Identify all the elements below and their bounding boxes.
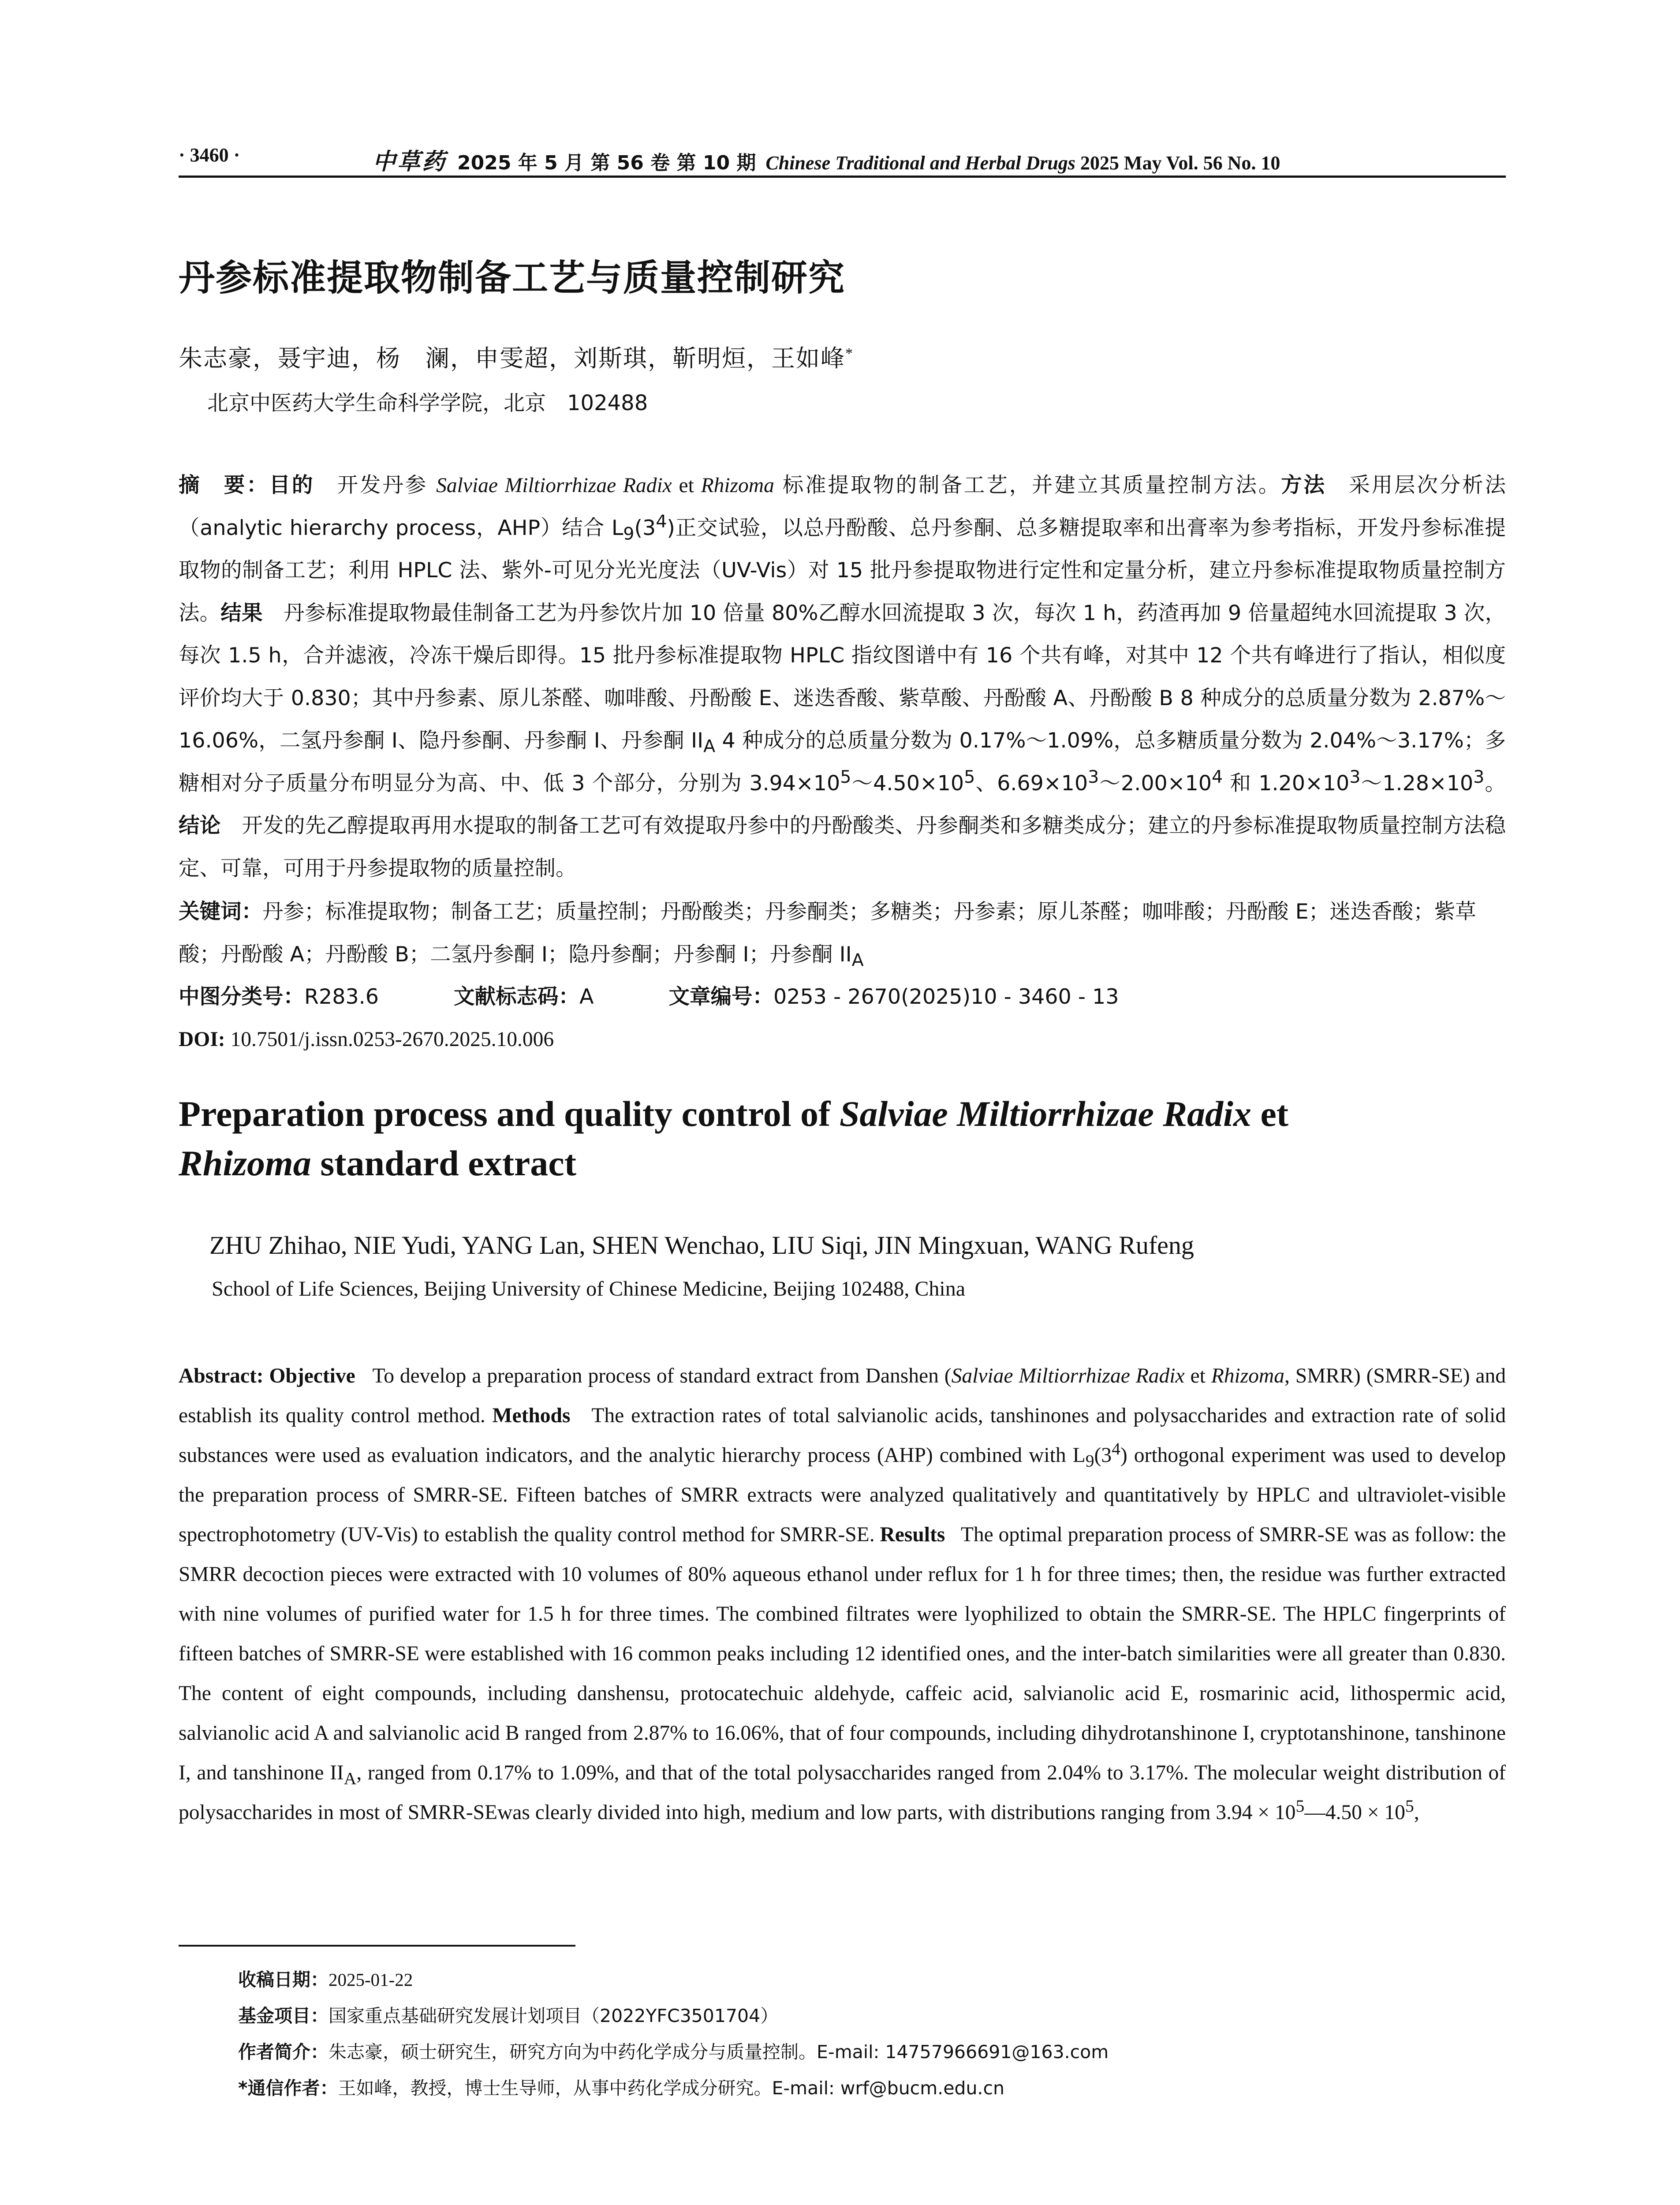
affiliation-en: School of Life Sciences, Beijing University of Chinese Medicine, Beijing 102488, China (212, 1277, 966, 1301)
methods-en-text: The extraction rates of total salvianolic acids, tanshinones and polysaccharides and extraction rate of solid substances were used as evaluation indicators, and the analytic hierarchy process (AHP) combined with L (179, 1404, 1506, 1467)
classification-line (179, 976, 1506, 1019)
page-number: · 3460 · (179, 144, 240, 166)
journal-logo-cn: 中草药 (373, 149, 447, 175)
subscript: A (703, 736, 716, 757)
running-header (179, 140, 1506, 178)
footnote-value: 国家重点基础研究发展计划项目（2022YFC3501704） (329, 2005, 779, 2026)
results-cn-text: ～1.28×10 (1360, 771, 1474, 796)
superscript: 3 (1088, 766, 1099, 787)
footnote-label: 基金项目： (238, 2005, 329, 2026)
authors-cn (179, 340, 854, 374)
clc-value: R283.6 (304, 985, 379, 1009)
title-cn: 丹参标准提取物制备工艺与质量控制研究 (179, 257, 846, 299)
latin-et: et (672, 474, 701, 497)
footnote-corresponding (238, 2070, 1109, 2106)
results-cn-text: 和 1.20×10 (1223, 771, 1350, 796)
subscript: 9 (623, 523, 635, 544)
journal-en: Chinese Traditional and Herbal Drugs (765, 152, 1075, 174)
doi-line (179, 1018, 1506, 1061)
keywords-text: 丹参；标准提取物；制备工艺；质量控制；丹酚酸类；丹参酮类；多糖类；丹参素；原儿茶醛；咖啡酸；丹酚酸 E；迷迭香酸；紫草酸；丹酚酸 A；丹酚酸 B；二氢丹参酮 I；隐丹参酮；丹参酮 I；丹参酮 II (179, 900, 1476, 967)
latin-name: Salviae Miltiorrhizae Radix (839, 1094, 1251, 1134)
latin-name: Rhizoma (1211, 1364, 1284, 1387)
keywords-label: 关键词： (179, 900, 262, 924)
latin-name: Salviae Miltiorrhizae Radix (436, 474, 672, 497)
superscript: 5 (964, 766, 975, 787)
footnote-author (238, 2034, 1109, 2070)
corresponding-mark: * (845, 345, 854, 362)
footnote-divider (179, 1945, 575, 1947)
methods-en-text: ) orthogonal experiment was used to develop the preparation process of SMRR-SE. Fifteen batches of SMRR extracts were analyzed qualitatively and quantitatively by HPLC and ultraviolet-visible spectrophotometry (UV-Vis) to establish the quality control method for SMRR-SE. (179, 1444, 1506, 1546)
results-cn-text: ～2.00×10 (1099, 771, 1212, 796)
doc-code-label: 文献标志码： (454, 985, 579, 1009)
keywords-cn (179, 891, 1506, 976)
results-label-cn: 结果 (220, 601, 263, 625)
objective-label-cn: 目的 (269, 473, 315, 497)
conclusion-label-cn: 结论 (179, 814, 221, 838)
footnote-label: 作者简介： (238, 2041, 329, 2063)
doi-label: DOI: (179, 1028, 225, 1051)
latin-name: Rhizoma (701, 474, 774, 497)
doc-code-value: A (579, 985, 594, 1009)
issue-cn: 2025 年 5 月 第 56 卷 第 10 期 (457, 152, 756, 174)
issue-en: 2025 May Vol. 56 No. 10 (1080, 152, 1281, 174)
results-en-text: , (1414, 1801, 1419, 1824)
subscript: 9 (1085, 1451, 1094, 1471)
latin-et: et (1184, 1364, 1211, 1387)
authors-cn-names: 朱志豪，聂宇迪，杨 澜，申雯超，刘斯琪，靳明烜，王如峰 (179, 345, 845, 372)
superscript: 3 (1473, 766, 1485, 787)
article-no-value: 0253 - 2670(2025)10 - 3460 - 13 (773, 985, 1119, 1009)
methods-cn-text: )正交试验，以总丹酚酸、总丹参酮、总多糖提取率和出膏率为参考指标，开发丹参标准提取物的制备工艺；利用 HPLC 法、紫外-可见分光光度法（UV-Vis）对 15 批丹参提取物进行定性和定量分析，建立丹参标准提取物质量控制方法。 (179, 516, 1506, 625)
results-cn-text: 丹参标准提取物最佳制备工艺为丹参饮片加 10 倍量 80%乙醇水回流提取 3 次，每次 1 h，药渣再加 9 倍量超纯水回流提取 3 次，每次 1.5 h，合并滤液，冷冻干燥后即得。15 批丹参标准提取物 HPLC 指纹图谱中有 16 个共有峰，对其中 12 个共有峰进行了指认，相似度评价均大于 0.830；其中丹参素、原儿茶醛、咖啡酸、丹酚酸 E、迷迭香酸、紫草酸、丹酚酸 A、丹酚酸 B 8 种成分的总质量分数为 2.87%～16.06%，二氢丹参酮 I、隐丹参酮、丹参酮 I、丹参酮 II (179, 601, 1506, 753)
footnote-value: 2025-01-22 (329, 1970, 413, 1990)
title-en (179, 1089, 1506, 1188)
article-no-label: 文章编号： (668, 985, 773, 1009)
clc-label: 中图分类号： (179, 985, 304, 1009)
results-en-text: —4.50 × 10 (1304, 1801, 1405, 1824)
footnote-label: 收稿日期： (238, 1969, 329, 1990)
results-cn-text: ～4.50×10 (851, 771, 964, 796)
superscript: 5 (1295, 1796, 1305, 1816)
doi-link[interactable]: 10.7501/j.issn.0253-2670.2025.10.006 (230, 1028, 554, 1051)
superscript: 4 (656, 511, 667, 532)
superscript: 4 (1112, 1439, 1120, 1459)
latin-name: Salviae Miltiorrhizae Radix (951, 1364, 1185, 1387)
objective-cn-text: 开发丹参 (337, 473, 437, 497)
abstract-cn (179, 464, 1506, 890)
methods-en-text: (3 (1094, 1444, 1112, 1467)
footnotes (238, 1962, 1109, 2106)
abstract-en (179, 1356, 1506, 1832)
superscript: 4 (1212, 766, 1223, 787)
results-en-label: Results (880, 1523, 945, 1546)
superscript: 5 (1405, 1796, 1414, 1816)
conclusion-cn-text: 开发的先乙醇提取再用水提取的制备工艺可有效提取丹参中的丹酚酸类、丹参酮类和多糖类成分；建立的丹参标准提取物质量控制方法稳定、可靠，可用于丹参提取物的质量控制。 (179, 814, 1506, 881)
subscript: A (343, 1768, 357, 1788)
results-cn-text: 。 (1484, 771, 1506, 796)
latin-et: et (1251, 1094, 1289, 1134)
footnote-received (238, 1962, 1109, 1998)
subscript: A (851, 950, 864, 970)
affiliation-cn: 北京中医药大学生命科学学院，北京 102488 (207, 391, 648, 415)
journal-info (373, 143, 1280, 176)
results-cn-text: 4 种成分的总质量分数为 0.17%～1.09%，总多糖质量分数为 2.04%～3.17%；多糖相对分子质量分布明显分为高、中、低 3 个部分，分别为 3.94×10 (179, 729, 1506, 796)
objective-en-text: , SMRR) (SMRR-SE) and establish its quality control method. (179, 1364, 1506, 1427)
results-cn-text: 、6.69×10 (975, 771, 1088, 796)
results-en-text: The optimal preparation process of SMRR-SE was as follow: the SMRR decoction pieces were extracted with 10 volumes of 80% aqueous ethanol under reflux for 1 h for three times; then, the residue was further extracted with nine volumes of purified water for 1.5 h for three times. The combined filtrates were lyophilized to obtain the SMRR-SE. The HPLC fingerprints of fifteen batches of SMRR-SE were established with 16 common peaks including 12 identified ones, and the inter-batch similarities were all greater than 0.830. The content of eight compounds, including danshensu, protocatechuic aldehyde, caffeic acid, salvianolic acid E, rosmarinic acid, lithospermic acid, salvianolic acid A and salvianolic acid B ranged from 2.87% to 16.06%, that of four compounds, including dihydrotanshinone I, cryptotanshinone, tanshinone I, and tanshinone II (179, 1523, 1506, 1784)
title-en-text: Preparation process and quality control of (179, 1094, 840, 1134)
abstract-en-label: Abstract: Objective (179, 1364, 355, 1387)
title-en-text: standard extract (311, 1143, 577, 1183)
results-en-text: , ranged from 0.17% to 1.09%, and that of the total polysaccharides ranged from 2.04% to 3.17%. The molecular weight distribution of polysaccharides in most of SMRR-SEwas clearly divided into high, medium and low parts, with distributions ranging from 3.94 × 10 (179, 1761, 1506, 1824)
methods-cn-text: 采用层次分析法（analytic hierarchy process，AHP）结合 L (179, 473, 1506, 540)
objective-cn-text: 标准提取物的制备工艺，并建立其质量控制方法。 (774, 473, 1281, 497)
footnote-fund (238, 1998, 1109, 2034)
authors-en: ZHU Zhihao, NIE Yudi, YANG Lan, SHEN Wenchao, LIU Siqi, JIN Mingxuan, WANG Rufeng (209, 1231, 1194, 1259)
methods-en-label: Methods (492, 1404, 571, 1427)
superscript: 3 (1349, 766, 1361, 787)
latin-name: Rhizoma (179, 1143, 311, 1183)
superscript: 5 (840, 766, 851, 787)
objective-en-text: To develop a preparation process of standard extract from Danshen ( (372, 1364, 952, 1387)
methods-label-cn: 方法 (1281, 473, 1326, 497)
methods-cn-text: (3 (634, 516, 656, 540)
footnote-label: *通信作者： (238, 2078, 338, 2099)
footnote-value: 王如峰，教授，博士生导师，从事中药化学成分研究。E-mail: wrf@bucm.edu.cn (338, 2078, 1004, 2099)
abstract-cn-label: 摘 要： (179, 473, 269, 497)
footnote-value: 朱志豪，硕士研究生，研究方向为中药化学成分与质量控制。E-mail: 14757966691@163.com (329, 2041, 1109, 2063)
